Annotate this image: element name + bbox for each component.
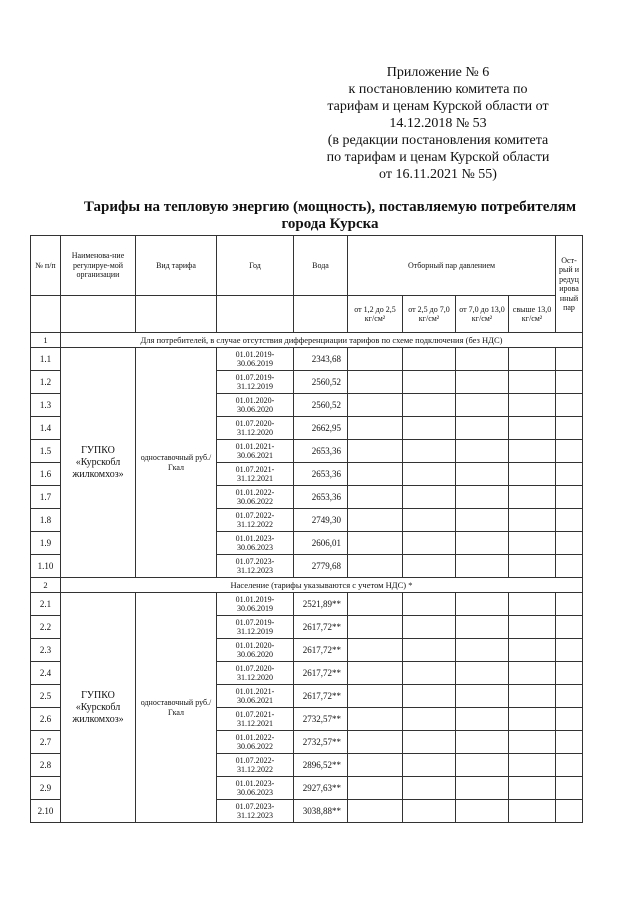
- empty-cell: [348, 486, 403, 509]
- empty-cell: [348, 417, 403, 440]
- period-cell: 01.01.2022-30.06.2022: [217, 731, 294, 754]
- row-number: 2.4: [31, 662, 61, 685]
- header-steam-1-text: от 1,2 до 2,5 кг/см²: [354, 304, 396, 323]
- empty-cell: [556, 486, 583, 509]
- empty-cell: [456, 463, 509, 486]
- period-cell: 01.07.2021-31.12.2021: [217, 708, 294, 731]
- empty-cell: [403, 371, 456, 394]
- period-cell: 01.01.2021-30.06.2021: [217, 440, 294, 463]
- empty-cell: [556, 777, 583, 800]
- section-number: 2: [31, 578, 61, 593]
- period-cell: 01.01.2021-30.06.2021: [217, 685, 294, 708]
- empty-cell: [456, 394, 509, 417]
- empty-cell: [456, 371, 509, 394]
- empty-cell: [348, 463, 403, 486]
- empty-cell: [556, 371, 583, 394]
- empty-cell: [456, 685, 509, 708]
- period-cell: 01.07.2021-31.12.2021: [217, 463, 294, 486]
- empty-cell: [556, 532, 583, 555]
- empty-cell: [403, 731, 456, 754]
- water-tariff-cell: 2617,72**: [294, 616, 348, 639]
- section-header-row: [31, 333, 583, 348]
- header-steam-2-text: от 2,5 до 7,0 кг/см²: [408, 304, 450, 323]
- organization-name: ГУПКО «Курскобл жилкомхоз»: [61, 593, 136, 823]
- empty-cell: [509, 371, 556, 394]
- empty-cell: [456, 509, 509, 532]
- empty-cell: [403, 685, 456, 708]
- water-tariff-cell: 2779,68: [294, 555, 348, 578]
- empty-cell: [556, 731, 583, 754]
- empty-cell: [509, 662, 556, 685]
- empty-cell: [348, 532, 403, 555]
- empty-cell: [509, 486, 556, 509]
- empty-cell: [403, 440, 456, 463]
- header-steam-4: [509, 296, 556, 333]
- row-number: 1.4: [31, 417, 61, 440]
- empty-cell: [348, 662, 403, 685]
- empty-cell: [348, 685, 403, 708]
- empty-cell: [509, 463, 556, 486]
- empty-cell: [348, 731, 403, 754]
- period-cell: 01.07.2020-31.12.2020: [217, 662, 294, 685]
- water-tariff-cell: 2560,52: [294, 371, 348, 394]
- period-cell: 01.07.2019-31.12.2019: [217, 371, 294, 394]
- empty-cell: [456, 662, 509, 685]
- empty-cell: [456, 593, 509, 616]
- header-year: Год: [217, 236, 294, 296]
- empty-cell: [456, 731, 509, 754]
- row-number: 1.7: [31, 486, 61, 509]
- appendix-line: от 16.11.2021 № 55): [379, 167, 497, 182]
- empty-cell: [403, 555, 456, 578]
- empty-cell: [509, 639, 556, 662]
- empty-cell: [556, 593, 583, 616]
- empty-cell: [556, 348, 583, 371]
- empty-cell: [556, 463, 583, 486]
- header-steam-2: [403, 296, 456, 333]
- title-line-2: города Курска: [281, 216, 379, 232]
- row-number: 1.9: [31, 532, 61, 555]
- empty-cell: [403, 593, 456, 616]
- empty-cell: [403, 463, 456, 486]
- title-line-1: Тарифы на тепловую энергию (мощность), поставляемую потребителям: [83, 199, 577, 215]
- period-cell: 01.07.2023-31.12.2023: [217, 555, 294, 578]
- empty-cell: [556, 417, 583, 440]
- empty-cell: [509, 555, 556, 578]
- period-cell: 01.07.2023-31.12.2023: [217, 800, 294, 823]
- empty-cell: [403, 348, 456, 371]
- period-cell: 01.07.2022-31.12.2022: [217, 509, 294, 532]
- empty-cell: [348, 394, 403, 417]
- appendix-line: тарифам и ценам Курской области от: [327, 99, 549, 114]
- empty-cell: [348, 440, 403, 463]
- empty-cell: [509, 348, 556, 371]
- row-number: 2.5: [31, 685, 61, 708]
- water-tariff-cell: 2617,72**: [294, 639, 348, 662]
- empty-cell: [556, 708, 583, 731]
- period-cell: 01.01.2019-30.06.2019: [217, 593, 294, 616]
- appendix-line: к постановлению комитета по: [348, 82, 528, 97]
- empty-cell: [509, 800, 556, 823]
- empty-cell: [556, 509, 583, 532]
- document-title: [30, 199, 630, 233]
- row-number: 1.8: [31, 509, 61, 532]
- row-number: 2.7: [31, 731, 61, 754]
- empty-cell: [403, 509, 456, 532]
- appendix-line: Приложение № 6: [386, 65, 490, 80]
- empty-cell: [509, 532, 556, 555]
- empty-cell: [348, 593, 403, 616]
- row-number: 2.9: [31, 777, 61, 800]
- empty-cell: [456, 555, 509, 578]
- section-number: 1: [31, 333, 61, 348]
- empty-cell: [403, 662, 456, 685]
- water-tariff-cell: 2653,36: [294, 486, 348, 509]
- empty-cell: [456, 777, 509, 800]
- empty-cell: [509, 440, 556, 463]
- empty-cell: [509, 616, 556, 639]
- row-number: 2.6: [31, 708, 61, 731]
- row-number: 1.6: [31, 463, 61, 486]
- table-row: [31, 593, 583, 616]
- empty-cell: [348, 800, 403, 823]
- empty-cell: [556, 685, 583, 708]
- empty-cell: [348, 348, 403, 371]
- empty-cell: [403, 708, 456, 731]
- section-label: Население (тарифы указываются с учетом НДС) *: [61, 578, 583, 593]
- header-steam-4-text: свыше 13,0 кг/см²: [512, 304, 552, 323]
- empty-cell: [556, 555, 583, 578]
- water-tariff-cell: 2732,57**: [294, 731, 348, 754]
- empty-cell: [403, 616, 456, 639]
- header-empty: [294, 296, 348, 333]
- row-number: 1.1: [31, 348, 61, 371]
- empty-cell: [556, 662, 583, 685]
- row-number: 1.10: [31, 555, 61, 578]
- empty-cell: [403, 639, 456, 662]
- empty-cell: [403, 486, 456, 509]
- period-cell: 01.01.2020-30.06.2020: [217, 639, 294, 662]
- empty-cell: [403, 800, 456, 823]
- header-steam-1: [348, 296, 403, 333]
- empty-cell: [556, 440, 583, 463]
- water-tariff-cell: 2606,01: [294, 532, 348, 555]
- row-number: 1.3: [31, 394, 61, 417]
- water-tariff-cell: 2617,72**: [294, 662, 348, 685]
- empty-cell: [509, 708, 556, 731]
- header-empty: [61, 296, 136, 333]
- row-number: 2.8: [31, 754, 61, 777]
- water-tariff-cell: 2521,89**: [294, 593, 348, 616]
- empty-cell: [509, 394, 556, 417]
- water-tariff-cell: 3038,88**: [294, 800, 348, 823]
- header-org: Наименова-ние регулируе-мой организации: [61, 236, 136, 296]
- empty-cell: [403, 417, 456, 440]
- empty-cell: [456, 486, 509, 509]
- period-cell: 01.07.2020-31.12.2020: [217, 417, 294, 440]
- row-number: 2.10: [31, 800, 61, 823]
- water-tariff-cell: 2896,52**: [294, 754, 348, 777]
- header-steam: Отборный пар давлением: [348, 236, 556, 296]
- header-empty: [31, 296, 61, 333]
- appendix-header: [298, 64, 578, 183]
- row-number: 1.2: [31, 371, 61, 394]
- period-cell: 01.01.2019-30.06.2019: [217, 348, 294, 371]
- row-number: 2.1: [31, 593, 61, 616]
- appendix-line: по тарифам и ценам Курской области: [326, 150, 550, 165]
- empty-cell: [456, 800, 509, 823]
- water-tariff-cell: 2749,30: [294, 509, 348, 532]
- period-cell: 01.07.2019-31.12.2019: [217, 616, 294, 639]
- period-cell: 01.01.2023-30.06.2023: [217, 532, 294, 555]
- row-number: 2.2: [31, 616, 61, 639]
- empty-cell: [456, 440, 509, 463]
- empty-cell: [556, 754, 583, 777]
- empty-cell: [509, 731, 556, 754]
- empty-cell: [456, 639, 509, 662]
- empty-cell: [509, 509, 556, 532]
- empty-cell: [509, 777, 556, 800]
- water-tariff-cell: 2653,36: [294, 440, 348, 463]
- organization-name: ГУПКО «Курскобл жилкомхоз»: [61, 348, 136, 578]
- empty-cell: [348, 639, 403, 662]
- period-cell: 01.01.2020-30.06.2020: [217, 394, 294, 417]
- row-number: 2.3: [31, 639, 61, 662]
- empty-cell: [348, 708, 403, 731]
- empty-cell: [348, 509, 403, 532]
- tariff-kind: одноставочный руб./Гкал: [136, 348, 217, 578]
- header-steam-3-text: от 7,0 до 13,0 кг/см²: [459, 304, 505, 323]
- header-empty: [136, 296, 217, 333]
- empty-cell: [509, 754, 556, 777]
- empty-cell: [509, 417, 556, 440]
- period-cell: 01.01.2022-30.06.2022: [217, 486, 294, 509]
- header-empty: [217, 296, 294, 333]
- appendix-line: 14.12.2018 № 53: [389, 116, 487, 131]
- empty-cell: [348, 555, 403, 578]
- empty-cell: [348, 371, 403, 394]
- empty-cell: [348, 616, 403, 639]
- water-tariff-cell: 2653,36: [294, 463, 348, 486]
- header-kind: Вид тарифа: [136, 236, 217, 296]
- section-label: Для потребителей, в случае отсутствия дифференциации тарифов по схеме подключения (без НДС): [61, 333, 583, 348]
- empty-cell: [556, 800, 583, 823]
- period-cell: 01.07.2022-31.12.2022: [217, 754, 294, 777]
- water-tariff-cell: 2617,72**: [294, 685, 348, 708]
- header-num: № п/п: [31, 236, 61, 296]
- empty-cell: [456, 348, 509, 371]
- empty-cell: [556, 616, 583, 639]
- water-tariff-cell: 2560,52: [294, 394, 348, 417]
- empty-cell: [456, 616, 509, 639]
- empty-cell: [403, 754, 456, 777]
- water-tariff-cell: 2662,95: [294, 417, 348, 440]
- empty-cell: [403, 394, 456, 417]
- empty-cell: [456, 532, 509, 555]
- row-number: 1.5: [31, 440, 61, 463]
- empty-cell: [456, 417, 509, 440]
- empty-cell: [556, 394, 583, 417]
- appendix-line: (в редакции постановления комитета: [327, 133, 549, 148]
- water-tariff-cell: 2343,68: [294, 348, 348, 371]
- tariff-kind: одноставочный руб./Гкал: [136, 593, 217, 823]
- empty-cell: [456, 708, 509, 731]
- period-cell: 01.01.2023-30.06.2023: [217, 777, 294, 800]
- empty-cell: [403, 777, 456, 800]
- empty-cell: [348, 777, 403, 800]
- tariff-table: [30, 235, 583, 823]
- section-header-row: [31, 578, 583, 593]
- water-tariff-cell: 2927,63**: [294, 777, 348, 800]
- empty-cell: [556, 639, 583, 662]
- header-sharp-steam: Ост-рый и редуц ирова нный пар: [556, 236, 583, 333]
- empty-cell: [456, 754, 509, 777]
- empty-cell: [403, 532, 456, 555]
- header-steam-3: [456, 296, 509, 333]
- empty-cell: [509, 593, 556, 616]
- table-row: [31, 348, 583, 371]
- empty-cell: [509, 685, 556, 708]
- water-tariff-cell: 2732,57**: [294, 708, 348, 731]
- header-water: Вода: [294, 236, 348, 296]
- empty-cell: [348, 754, 403, 777]
